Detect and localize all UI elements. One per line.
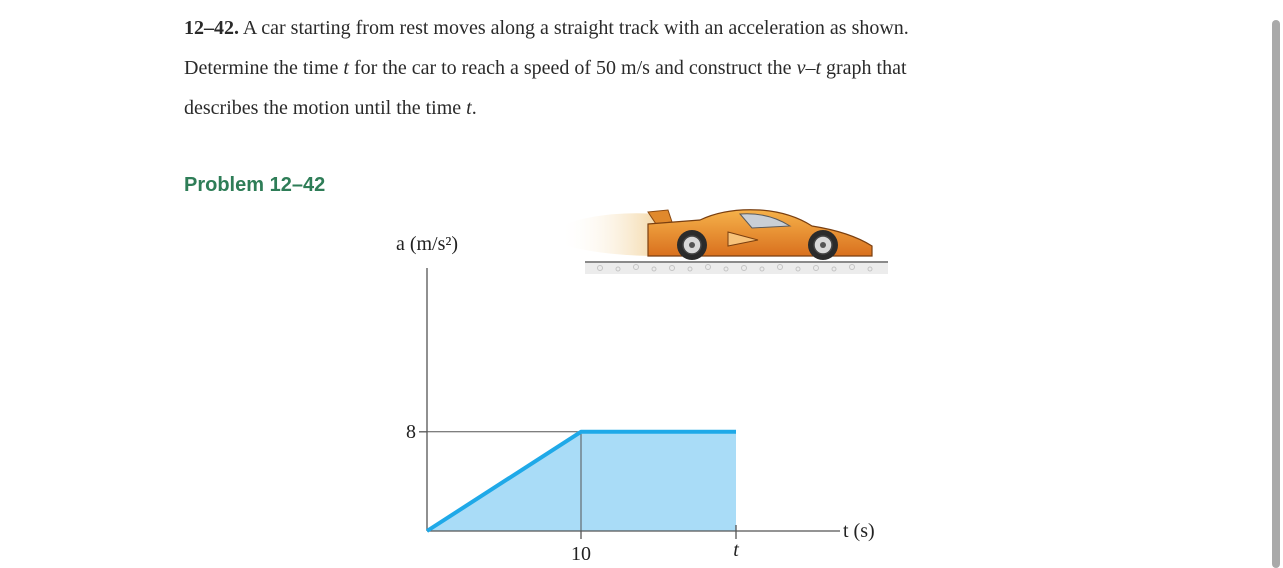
y-tick-label-8: 8 bbox=[406, 421, 416, 443]
problem-line-2-text-a: Determine the time bbox=[184, 57, 344, 79]
road-surface bbox=[585, 262, 888, 274]
var-t-3: t bbox=[466, 97, 472, 119]
y-axis-label: a (m/s²) bbox=[395, 233, 459, 255]
problem-line-3-text-a: describes the motion until the time bbox=[184, 97, 467, 119]
rear-wheel bbox=[677, 230, 707, 260]
race-car-illustration bbox=[560, 210, 888, 274]
problem-line-2-text-b: for the car to reach a speed of 50 m/s and construct the bbox=[348, 57, 797, 79]
problem-number: 12–42. bbox=[184, 17, 239, 39]
x-tick-label-t: t bbox=[733, 539, 739, 561]
problem-line-3-text-b: . bbox=[471, 97, 477, 119]
problem-line-2-text-c: graph that bbox=[821, 57, 907, 79]
var-v: v bbox=[796, 57, 806, 79]
front-wheel bbox=[808, 230, 838, 260]
x-tick-label-10: 10 bbox=[571, 543, 591, 565]
figure-heading: Problem 12–42 bbox=[184, 174, 326, 196]
problem-line-1-text: A car starting from rest moves along a straight track with an acceleration as shown. bbox=[242, 17, 909, 39]
var-t: t bbox=[343, 57, 349, 79]
acceleration-chart bbox=[396, 233, 875, 565]
vertical-scrollbar[interactable] bbox=[1272, 20, 1280, 568]
dash: – bbox=[805, 57, 816, 79]
var-t-2: t bbox=[815, 57, 822, 79]
motion-blur bbox=[560, 213, 660, 256]
x-axis-label: t (s) bbox=[843, 520, 875, 542]
